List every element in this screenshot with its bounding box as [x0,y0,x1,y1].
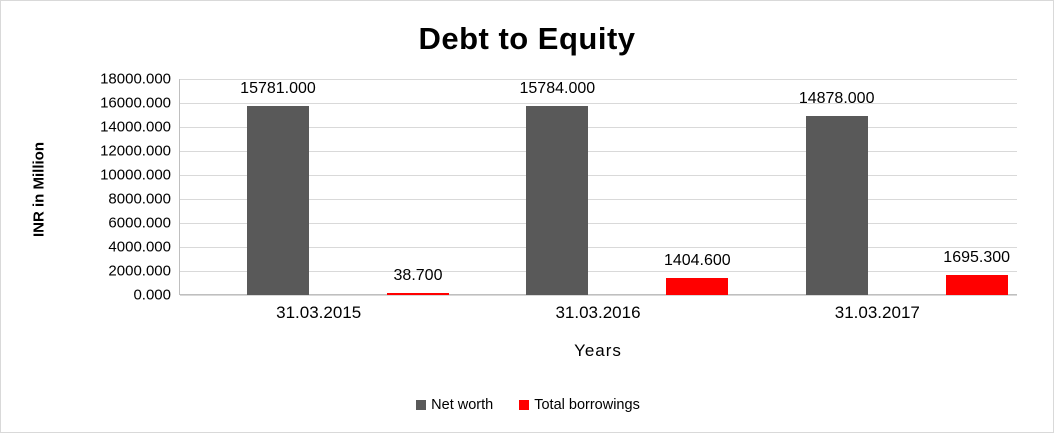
y-axis-tick-labels [61,70,171,304]
legend-swatch-icon [416,400,426,410]
y-axis-tick-label: 6000.000 [108,214,171,232]
bar-value-label: 14878.000 [798,90,875,108]
y-axis-tick-label: 12000.000 [100,142,171,160]
bar-value-label: 38.700 [393,267,443,284]
y-axis-tick-label: 8000.000 [108,190,171,208]
bar-groups [179,79,1017,295]
bar-value-label: 15784.000 [519,79,596,97]
legend-swatch-icon [519,400,529,410]
plot-wrapper [1,1,1054,433]
bar-value-label: 15781.000 [240,79,316,97]
y-axis-tick-label: 0.000 [133,286,171,304]
bar-net-worth[interactable] [806,116,868,295]
y-axis-tick-label: 18000.000 [100,70,171,88]
gridline [180,295,1017,296]
y-axis-tick-label: 16000.000 [100,94,171,112]
x-axis-tick-labels [179,303,1017,323]
bar-value-label: 1404.600 [663,252,731,270]
x-axis-title: Years [574,341,622,360]
x-axis-tick-label: 31.03.2015 [276,303,362,322]
legend-item[interactable] [519,397,640,413]
y-axis-tick-label: 10000.000 [100,166,171,184]
bar-total-borrowings[interactable] [666,278,728,295]
y-axis-tick-label: 2000.000 [108,262,171,280]
bar-total-borrowings[interactable] [387,293,449,295]
bar-net-worth[interactable] [247,106,309,295]
bar-total-borrowings[interactable] [946,275,1008,295]
chart-title: Debt to Equity [418,21,636,56]
bar-group [458,79,737,295]
legend-label: Net worth [431,397,494,413]
bar-group [179,79,458,295]
bar-net-worth[interactable] [526,106,588,295]
y-axis-tick-label: 4000.000 [108,238,171,256]
x-axis-tick-label: 31.03.2016 [555,303,641,322]
y-axis-tick-label: 14000.000 [100,118,171,136]
legend-label: Total borrowings [534,397,640,413]
y-axis-title: INR in Million [30,142,48,237]
bar-group [738,79,1017,295]
legend-item[interactable] [416,397,493,413]
bar-value-label: 1695.300 [943,248,1011,266]
chart-legend [1,397,1054,413]
x-axis-tick-label: 31.03.2017 [834,303,920,322]
